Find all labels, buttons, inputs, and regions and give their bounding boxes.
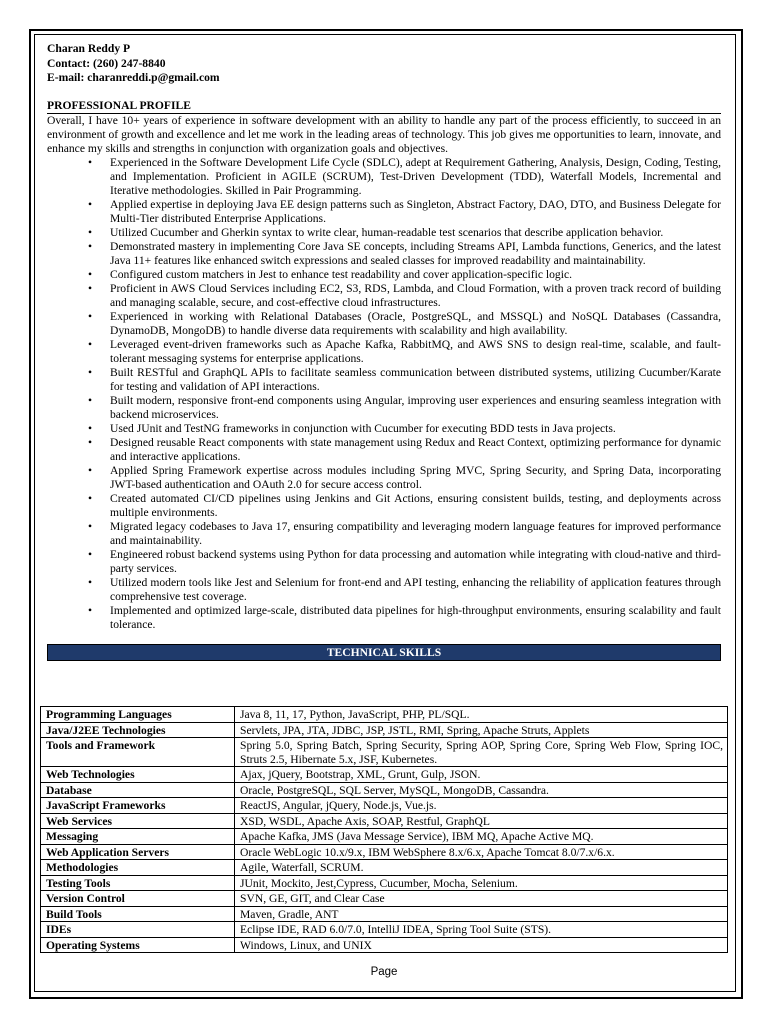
contact-phone: Contact: (260) 247-8840 <box>47 56 166 70</box>
table-row <box>41 767 728 783</box>
profile-heading: PROFESSIONAL PROFILE <box>47 99 721 114</box>
table-row <box>41 738 728 767</box>
profile-bullet: • Leveraged event-driven frameworks such as Apache Kafka, RabbitMQ, and AWS SNS to design real-time, scalable, and fault-tolerant messaging systems for enterprise applications. <box>110 338 721 366</box>
profile-bullet: • Experienced in working with Relational Databases (Oracle, PostgreSQL, and MSSQL) and NoSQL Databases (Cassandra, DynamoDB, MongoDB) to handle diverse data requirements with scalability and high availability. <box>110 310 721 338</box>
table-row <box>41 798 728 814</box>
skill-category: Java/J2EE Technologies <box>41 722 235 738</box>
skill-value: Windows, Linux, and UNIX <box>235 937 728 953</box>
profile-bullet: • Applied expertise in deploying Java EE design patterns such as Singleton, Abstract Factory, DAO, DTO, and Business Delegate for Multi-Tier distributed Enterprise Applications. <box>110 198 721 226</box>
skill-value: JUnit, Mockito, Jest,Cypress, Cucumber, Mocha, Selenium. <box>235 875 728 891</box>
profile-bullet: • Designed reusable React components with state management using Redux and React Context, optimizing performance for dynamic and interactive applications. <box>110 436 721 464</box>
profile-summary: Overall, I have 10+ years of experience in software development with an ability to handle any part of the process efficiently, to succeed in an environment of growth and excellence and let me work in the leading areas of technology. This job gives me opportunities to learn, innovate, and enhance my skills and strengths in conjunction with organization goals and objectives. <box>47 113 721 155</box>
profile-bullet: • Proficient in AWS Cloud Services including EC2, S3, RDS, Lambda, and Cloud Formation, with a proven track record of building and managing scalable, secure, and cost-effective cloud infrastructures. <box>110 282 721 310</box>
skill-category: Messaging <box>41 829 235 845</box>
table-row <box>41 875 728 891</box>
skill-category: Programming Languages <box>41 707 235 723</box>
profile-bullet: • Configured custom matchers in Jest to enhance test readability and cover application-specific logic. <box>110 268 721 282</box>
profile-bullet: • Built RESTful and GraphQL APIs to facilitate seamless communication between distributed systems, utilizing Cucumber/Karate for testing and validation of API interactions. <box>110 366 721 394</box>
skill-value: ReactJS, Angular, jQuery, Node.js, Vue.js. <box>235 798 728 814</box>
skill-value: Spring 5.0, Spring Batch, Spring Security, Spring AOP, Spring Core, Spring Web Flow, Spring IOC, Struts 2.5, Hibernate 5.x, JSF, Kubernetes. <box>235 738 728 767</box>
page-footer-label: Page <box>370 966 398 978</box>
table-row <box>41 937 728 953</box>
skill-category: Web Technologies <box>41 767 235 783</box>
profile-bullet-list <box>47 156 721 632</box>
profile-bullet: • Utilized modern tools like Jest and Selenium for front-end and API testing, enhancing the reliability of application features through comprehensive test coverage. <box>110 576 721 604</box>
table-row <box>41 906 728 922</box>
skill-value: Apache Kafka, JMS (Java Message Service), IBM MQ, Apache Active MQ. <box>235 829 728 845</box>
skill-category: IDEs <box>41 922 235 938</box>
table-row <box>41 860 728 876</box>
profile-bullet: • Used JUnit and TestNG frameworks in conjunction with Cucumber for executing BDD tests in Java projects. <box>110 422 721 436</box>
table-row <box>41 813 728 829</box>
skill-value: Eclipse IDE, RAD 6.0/7.0, IntelliJ IDEA, Spring Tool Suite (STS). <box>235 922 728 938</box>
table-row <box>41 707 728 723</box>
skill-value: Oracle, PostgreSQL, SQL Server, MySQL, MongoDB, Cassandra. <box>235 782 728 798</box>
skill-category: Build Tools <box>41 906 235 922</box>
skill-category: JavaScript Frameworks <box>41 798 235 814</box>
skill-value: Maven, Gradle, ANT <box>235 906 728 922</box>
profile-bullet: • Implemented and optimized large-scale, distributed data pipelines for high-throughput environments, ensuring scalability and fault tolerance. <box>110 604 721 632</box>
skill-value: SVN, GE, GIT, and Clear Case <box>235 891 728 907</box>
table-row <box>41 829 728 845</box>
resume-document <box>47 42 721 661</box>
profile-bullet: • Experienced in the Software Development Life Cycle (SDLC), adept at Requirement Gathering, Analysis, Design, Coding, Testing, and Implementation. Proficient in AGILE (SCRUM), Test-Driven Development (TDD), Waterfall Models, Incremental and Iterative methodologies. Skilled in Pair Programming. <box>110 156 721 198</box>
table-row <box>41 891 728 907</box>
table-row <box>41 844 728 860</box>
skill-value: XSD, WSDL, Apache Axis, SOAP, Restful, GraphQL <box>235 813 728 829</box>
skill-category: Methodologies <box>41 860 235 876</box>
profile-bullet: • Demonstrated mastery in implementing Core Java SE concepts, including Streams API, Lambda functions, Generics, and the latest Java 11+ features like enhanced switch expressions and sealed classes for improved readability and maintainability. <box>110 240 721 268</box>
contact-block <box>47 42 721 86</box>
skill-category: Web Application Servers <box>41 844 235 860</box>
table-row <box>41 722 728 738</box>
profile-bullet: • Applied Spring Framework expertise across modules including Spring MVC, Spring Security, and Spring Data, incorporating JWT-based authentication and OAuth 2.0 for secure access control. <box>110 464 721 492</box>
skill-category: Testing Tools <box>41 875 235 891</box>
contact-email: E-mail: charanreddi.p@gmail.com <box>47 71 220 84</box>
skill-value: Ajax, jQuery, Bootstrap, XML, Grunt, Gulp, JSON. <box>235 767 728 783</box>
table-row <box>41 922 728 938</box>
skill-category: Database <box>41 782 235 798</box>
skill-value: Servlets, JPA, JTA, JDBC, JSP, JSTL, RMI, Spring, Apache Struts, Applets <box>235 722 728 738</box>
skill-value: Agile, Waterfall, SCRUM. <box>235 860 728 876</box>
skill-category: Version Control <box>41 891 235 907</box>
candidate-name: Charan Reddy P <box>47 42 131 55</box>
profile-bullet: • Built modern, responsive front-end components using Angular, improving user experiences and ensuring seamless integration with backend microservices. <box>110 394 721 422</box>
technical-skills-heading: TECHNICAL SKILLS <box>47 644 721 661</box>
skill-value: Oracle WebLogic 10.x/9.x, IBM WebSphere 8.x/6.x, Apache Tomcat 8.0/7.x/6.x. <box>235 844 728 860</box>
profile-bullet: • Utilized Cucumber and Gherkin syntax to write clear, human-readable test scenarios that describe application behavior. <box>110 226 721 240</box>
skill-category: Tools and Framework <box>41 738 235 767</box>
profile-bullet: • Created automated CI/CD pipelines using Jenkins and Git Actions, ensuring consistent builds, testing, and deployments across multiple environments. <box>110 492 721 520</box>
technical-skills-table <box>40 706 728 953</box>
skill-value: Java 8, 11, 17, Python, JavaScript, PHP, PL/SQL. <box>235 707 728 723</box>
profile-bullet: • Migrated legacy codebases to Java 17, ensuring compatibility and leveraging modern language features for improved performance and maintainability. <box>110 520 721 548</box>
profile-bullet: • Engineered robust backend systems using Python for data processing and automation while integrating with cloud-native and third-party services. <box>110 548 721 576</box>
table-row <box>41 782 728 798</box>
skill-category: Operating Systems <box>41 937 235 953</box>
skill-category: Web Services <box>41 813 235 829</box>
